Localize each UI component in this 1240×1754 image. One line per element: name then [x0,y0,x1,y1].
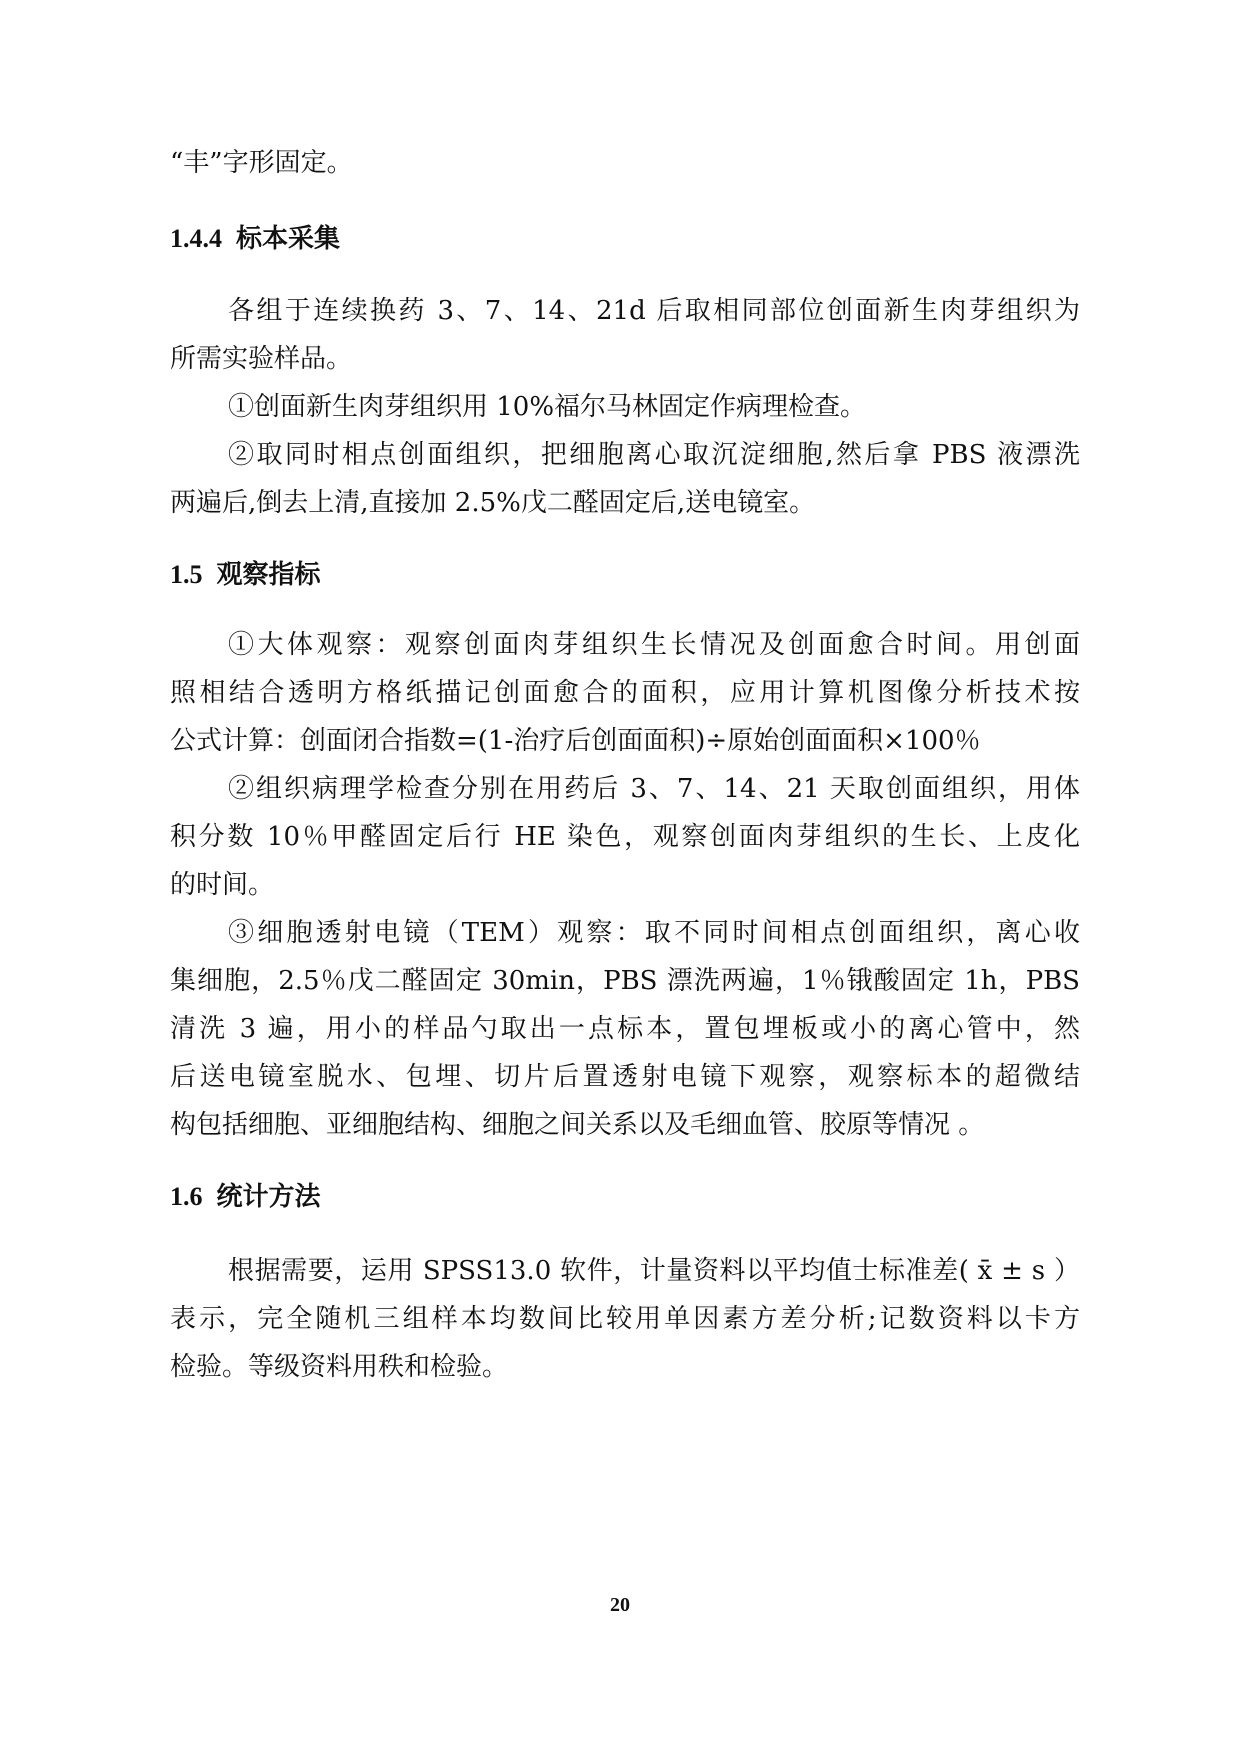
paragraph-line: 照相结合透明方格纸描记创面愈合的面积，应用计算机图像分析技术按 [170,678,1080,708]
paragraph-line: 集细胞，2.5％戊二醛固定 30min，PBS 漂洗两遍，1％锇酸固定 1h，PBS [170,966,1080,996]
paragraph-line: 公式计算：创面闭合指数=(1-治疗后创面面积)÷原始创面面积×100％ [170,726,981,756]
paragraph-line: 构包括细胞、亚细胞结构、细胞之间关系以及毛细血管、胶原等情况 。 [170,1110,985,1140]
paragraph-line: 各组于连续换药 3、7、14、21d 后取相同部位创面新生肉芽组织为 [228,296,1080,326]
paragraph-line: 积分数 10％甲醛固定后行 HE 染色，观察创面肉芽组织的生长、上皮化 [170,822,1080,852]
paragraph-line: 的时间。 [170,870,275,900]
heading-1-5 [170,558,321,592]
continuation-line: “丰”字形固定。 [170,148,353,178]
heading-1-6 [170,1180,321,1214]
paragraph-line: ①创面新生肉芽组织用 10%福尔马林固定作病理检查。 [228,392,867,422]
paragraph-line: 清洗 3 遍，用小的样品勺取出一点标本，置包埋板或小的离心管中，然 [170,1014,1080,1044]
paragraph-line: ③细胞透射电镜（TEM）观察：取不同时间相点创面组织，离心收 [228,918,1080,948]
paragraph-line: 两遍后,倒去上清,直接加 2.5%戊二醛固定后,送电镜室。 [170,488,816,518]
paragraph-line: 后送电镜室脱水、包埋、切片后置透射电镜下观察，观察标本的超微结 [170,1062,1080,1092]
paragraph-line: ②组织病理学检查分别在用药后 3、7、14、21 天取创面组织，用体 [228,774,1080,804]
heading-number: 1.5 [170,560,203,589]
paragraph-line: ①大体观察：观察创面肉芽组织生长情况及创面愈合时间。用创面 [228,630,1080,660]
heading-title: 观察指标 [216,560,321,590]
heading-title: 标本采集 [236,224,341,254]
heading-title: 统计方法 [216,1182,321,1212]
heading-number: 1.6 [170,1182,203,1211]
paragraph-line: 所需实验样品。 [170,344,353,374]
paragraph-line: 表示，完全随机三组样本均数间比较用单因素方差分析;记数资料以卡方 [170,1304,1080,1334]
paragraph-line: 检验。等级资料用秩和检验。 [170,1352,509,1382]
page-number: 20 [610,1594,630,1616]
paragraph-line: 根据需要，运用 SPSS13.0 软件，计量资料以平均值士标准差( x̄ ± s ） [228,1256,1080,1286]
paragraph-line: ②取同时相点创面组织，把细胞离心取沉淀细胞,然后拿 PBS 液漂洗 [228,440,1080,470]
heading-number: 1.4.4 [170,224,222,253]
heading-1-4-4 [170,222,340,256]
